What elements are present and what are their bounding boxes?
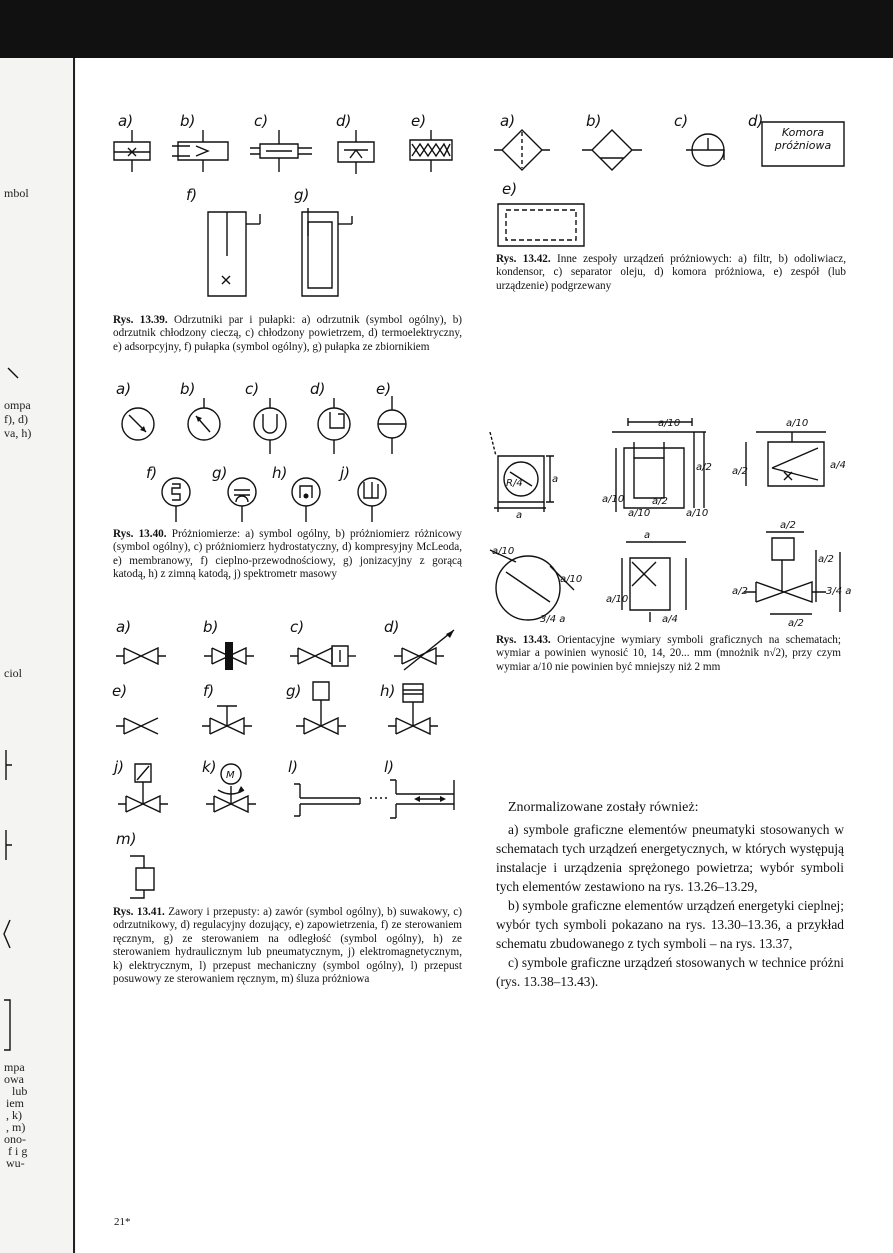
dimension-drawing-ejector bbox=[746, 432, 826, 486]
dim-a-2-left-actuator: a/2 bbox=[732, 586, 748, 597]
dimension-drawing-actuated-valve bbox=[744, 532, 840, 614]
vent-valve-symbol bbox=[116, 718, 158, 734]
dim-a-2-right: a/2 bbox=[696, 462, 712, 473]
fig-13-42-label-b: b) bbox=[586, 112, 602, 130]
fig-13-41-label-b: b) bbox=[203, 618, 219, 636]
fig-13-40-caption bbox=[113, 528, 462, 582]
differential-gauge-symbol bbox=[188, 398, 220, 440]
thermal-conductivity-gauge-symbol bbox=[162, 478, 190, 522]
margin-fragment: owa bbox=[4, 1072, 24, 1086]
vacuum-chamber-label-line1: Komora bbox=[781, 126, 825, 139]
fig-13-41-caption bbox=[113, 906, 462, 986]
fig-13-42-label-c: c) bbox=[674, 112, 689, 130]
hydraulic-pneumatic-valve-symbol bbox=[388, 684, 438, 734]
fig-13-41-label-c: c) bbox=[290, 618, 305, 636]
thermoelectric-ejector-symbol bbox=[338, 130, 374, 174]
vacuum-chamber-label bbox=[762, 126, 844, 152]
fig-13-41-label-d: d) bbox=[384, 618, 400, 636]
margin-fragment: iem bbox=[6, 1096, 24, 1110]
vacuum-lock-symbol bbox=[114, 852, 174, 902]
trap-general-symbol bbox=[208, 212, 260, 296]
margin-fragment: ciol bbox=[4, 666, 22, 680]
fig-13-43-caption-text: Orientacyjne wymiary symboli graficznych na schematach; wymiar a powinien wynosić 10, 14, 20... mm (mnożnik n√2), przy czym wymiar a/10 nie powinien być mniejszy niż 2 mm bbox=[496, 634, 841, 673]
adsorption-ejector-symbol bbox=[410, 130, 452, 172]
dim-3-4-a-actuator: 3/4 a bbox=[826, 586, 852, 597]
trap-with-tank-symbol bbox=[302, 208, 352, 296]
dim-a-2-left: a/2 bbox=[732, 466, 748, 477]
fig-13-40-label-h: h) bbox=[272, 464, 288, 482]
fig-13-41-label-j: j) bbox=[114, 758, 125, 776]
fig-13-39-label-c: c) bbox=[254, 112, 269, 130]
dim-a-2-actuator: a/2 bbox=[818, 554, 834, 565]
sliding-feedthrough-symbol bbox=[390, 780, 454, 818]
liquid-cooled-ejector-symbol bbox=[172, 130, 228, 172]
fig-13-39-caption-text: Odrzutniki par i pułapki: a) odrzutnik (symbol ogólny), b) odrzutnik chłodzony cieczą, c) chłodzony powietrzem, d) termoelektryczny, e) adsorpcyjny, f) pułapka (symbol ogólny), g) pułapka ze zbiornikiem bbox=[113, 314, 463, 353]
body-text bbox=[496, 820, 844, 991]
fig-13-39-label-e: e) bbox=[411, 112, 427, 130]
dim-a-4: a/4 bbox=[830, 460, 846, 471]
mcleod-gauge-symbol bbox=[318, 398, 350, 454]
fig-13-43-caption-label: Rys. 13.43. bbox=[496, 634, 551, 646]
dim-a-10-top: a/10 bbox=[658, 418, 681, 429]
heated-unit-symbol bbox=[496, 200, 596, 250]
dim-a-10-circle: a/10 bbox=[560, 574, 583, 585]
margin-fragment: lub bbox=[12, 1084, 28, 1098]
fig-13-41-row2-symbols bbox=[110, 680, 470, 750]
fig-13-42-label-d: d) bbox=[748, 112, 764, 130]
margin-fragment: mbol bbox=[4, 186, 29, 200]
dim-a-vertical: a bbox=[552, 474, 559, 485]
dim-3-4-a: 3/4 a bbox=[540, 614, 566, 625]
oil-separator-condenser-symbol bbox=[582, 130, 642, 170]
fig-13-39-label-g: g) bbox=[294, 186, 310, 204]
dim-a-2-inner: a/2 bbox=[652, 496, 668, 507]
fig-13-40-caption-text: Próżniomierze: a) symbol ogólny, b) próżniomierz różnicowy (symbol ogólny), c) próżniomierz hydrostatyczny, d) kompresyjny McLeoda, e) membranowy, f) cieplno-przewodnościowy, g) jonizacyjny z gorącą katodą, h) z zimną katodą, j) spektrometr masowy bbox=[113, 528, 463, 581]
fig-13-41-row1-symbols bbox=[110, 626, 470, 676]
margin-fragment: wu- bbox=[6, 1156, 25, 1170]
ejector-valve-symbol bbox=[290, 646, 356, 666]
body-paragraph: b) symbole graficzne elementów urządzeń energetyki cieplnej; wybór tych symboli pokazano na rys. 13.30–13.36, a przykład schematu zbudowanego z tych symboli – na rys. 13.37, bbox=[496, 898, 844, 951]
fig-13-41-label-l: l) bbox=[288, 758, 299, 776]
fig-13-41-label-g: g) bbox=[286, 682, 302, 700]
dim-a-10-left: a/10 bbox=[602, 494, 625, 505]
fig-13-41-label-a: a) bbox=[116, 618, 132, 636]
dim-a-10-bottom: a/10 bbox=[628, 508, 651, 519]
fig-13-39-label-d: d) bbox=[336, 112, 352, 130]
fig-13-42-caption bbox=[496, 253, 846, 293]
dimension-drawing-valve-block bbox=[622, 542, 686, 622]
fig-13-39-row1-symbols bbox=[100, 128, 470, 180]
fig-13-41-label-h: h) bbox=[380, 682, 396, 700]
fig-13-40-label-b: b) bbox=[180, 380, 196, 398]
dim-a-10-circle-top: a/10 bbox=[492, 546, 515, 557]
remote-control-valve-symbol bbox=[296, 682, 346, 734]
motor-letter: M bbox=[226, 770, 235, 781]
fig-13-41-caption-text: Zawory i przepusty: a) zawór (symbol ogólny), b) suwakowy, c) odrzutnikowy, d) regulacyjny dozujący, e) zapowietrzenia, f) ze sterowaniem ręcznym, g) ze sterowaniem na odległość (symbol ogólny), h) ze sterowaniem hydraulicznym lub pneumatycznym, j) elektromagnetycznym, k) elektrycznym, l) przepust mechaniczny (symbol ogólny), l) przepust posuwowy ze sterowaniem ręcznym, m) śluza próżniowa bbox=[113, 906, 462, 986]
air-cooled-ejector-symbol bbox=[250, 130, 312, 172]
body-paragraph: a) symbole graficzne elementów pneumatyki stosowanych w schematach tych urządzeń energetycznych, w których występują instalacje i urządzenia sprężonego powietrza; wybór symboli tych elementów zestawiono na rys. 13.26–13.29, bbox=[496, 822, 844, 894]
electromagnetic-valve-symbol bbox=[118, 764, 168, 812]
fig-13-42-caption-text: Inne zespoły urządzeń próżniowych: a) filtr, b) odoliwiacz, kondensor, c) separator oleju, d) komora próżniowa, e) zespół (lub urządzenie) podgrzewany bbox=[496, 253, 847, 292]
fig-13-40-label-e: e) bbox=[376, 380, 392, 398]
fig-13-42-label-e: e) bbox=[502, 180, 518, 198]
fig-13-41-label-m: m) bbox=[116, 830, 137, 848]
fig-13-39-caption bbox=[113, 314, 462, 354]
dim-r4: R/4 bbox=[506, 478, 523, 489]
margin-symbol-remnants bbox=[0, 360, 72, 1060]
fig-13-40-label-j: j) bbox=[340, 464, 351, 482]
manual-valve-symbol bbox=[202, 706, 252, 734]
fig-13-40-label-g: g) bbox=[212, 464, 228, 482]
margin-fragment: va, h) bbox=[4, 426, 32, 440]
vacuum-gauge-general-symbol bbox=[122, 408, 154, 440]
dim-a-2-block: a bbox=[644, 530, 651, 541]
hot-cathode-ionization-gauge-symbol bbox=[228, 478, 256, 522]
margin-fragment: mpa bbox=[4, 1060, 25, 1074]
dim-a-actuator: a/2 bbox=[788, 618, 804, 629]
margin-fragment: f), d) bbox=[4, 412, 28, 426]
filter-symbol bbox=[494, 130, 550, 170]
membrane-gauge-symbol bbox=[378, 396, 406, 454]
page-number: 21* bbox=[114, 1216, 131, 1228]
fig-13-40-label-a: a) bbox=[116, 380, 132, 398]
dim-a-10-block: a/10 bbox=[606, 594, 629, 605]
fig-13-41-label-f: f) bbox=[203, 682, 215, 700]
fig-13-41-row3-symbols bbox=[110, 758, 470, 820]
hydrostatic-gauge-symbol bbox=[254, 398, 286, 454]
fig-13-43-caption bbox=[496, 634, 841, 674]
fig-13-39-label-f: f) bbox=[186, 186, 198, 204]
margin-fragment: ono- bbox=[4, 1132, 26, 1146]
fig-13-43-dimension-drawings bbox=[486, 412, 856, 632]
ejector-general-symbol bbox=[114, 130, 150, 172]
fig-13-41-label-k: k) bbox=[202, 758, 217, 776]
margin-fragment: , k) bbox=[6, 1108, 22, 1122]
binding-edge bbox=[73, 58, 75, 1253]
fig-13-40-label-c: c) bbox=[245, 380, 260, 398]
scan-top-border bbox=[0, 0, 893, 58]
gate-valve-symbol bbox=[204, 642, 254, 670]
dimension-drawing-circle bbox=[490, 550, 574, 620]
oil-separator-symbol bbox=[686, 134, 724, 166]
fig-13-41-label-e: e) bbox=[112, 682, 128, 700]
fig-13-39-label-a: a) bbox=[118, 112, 134, 130]
dimension-drawing-pump bbox=[490, 432, 554, 512]
fig-13-40-row1-symbols bbox=[110, 392, 410, 462]
body-heading: Znormalizowane zostały również: bbox=[508, 800, 699, 815]
fig-13-41-label-l-bar: l) bbox=[384, 758, 395, 776]
vacuum-chamber-label-line2: próżniowa bbox=[774, 139, 832, 152]
fig-13-41-caption-label: Rys. 13.41. bbox=[113, 906, 165, 918]
cold-cathode-ionization-gauge-symbol bbox=[292, 478, 320, 522]
fig-13-42-caption-label: Rys. 13.42. bbox=[496, 253, 551, 265]
fig-13-39-caption-label: Rys. 13.39. bbox=[113, 314, 168, 326]
mechanical-feedthrough-symbol bbox=[294, 784, 388, 816]
body-paragraph: c) symbole graficzne urządzeń stosowanych w technice próżni (rys. 13.38–13.43). bbox=[496, 955, 844, 989]
dim-a-10-top-right: a/10 bbox=[786, 418, 809, 429]
mass-spectrometer-symbol bbox=[358, 478, 386, 522]
dim-a-4-block: a/4 bbox=[662, 614, 678, 625]
fig-13-42-label-a: a) bbox=[500, 112, 516, 130]
fig-13-39-row2-symbols bbox=[190, 196, 370, 306]
dim-a-10-corner: a/10 bbox=[686, 508, 709, 519]
margin-fragment: , m) bbox=[6, 1120, 26, 1134]
fig-13-40-row2-symbols bbox=[150, 470, 400, 530]
dim-a-2-top-actuator: a/2 bbox=[780, 520, 796, 531]
valve-general-symbol bbox=[116, 648, 166, 664]
dim-a: a bbox=[516, 510, 523, 521]
fig-13-39-label-b: b) bbox=[180, 112, 196, 130]
dosing-control-valve-symbol bbox=[394, 630, 454, 670]
fig-13-40-label-d: d) bbox=[310, 380, 326, 398]
margin-fragment: f i g bbox=[8, 1144, 28, 1158]
fig-13-40-label-f: f) bbox=[146, 464, 158, 482]
margin-fragment: ompa bbox=[4, 398, 31, 412]
fig-13-40-caption-label: Rys. 13.40. bbox=[113, 528, 167, 540]
